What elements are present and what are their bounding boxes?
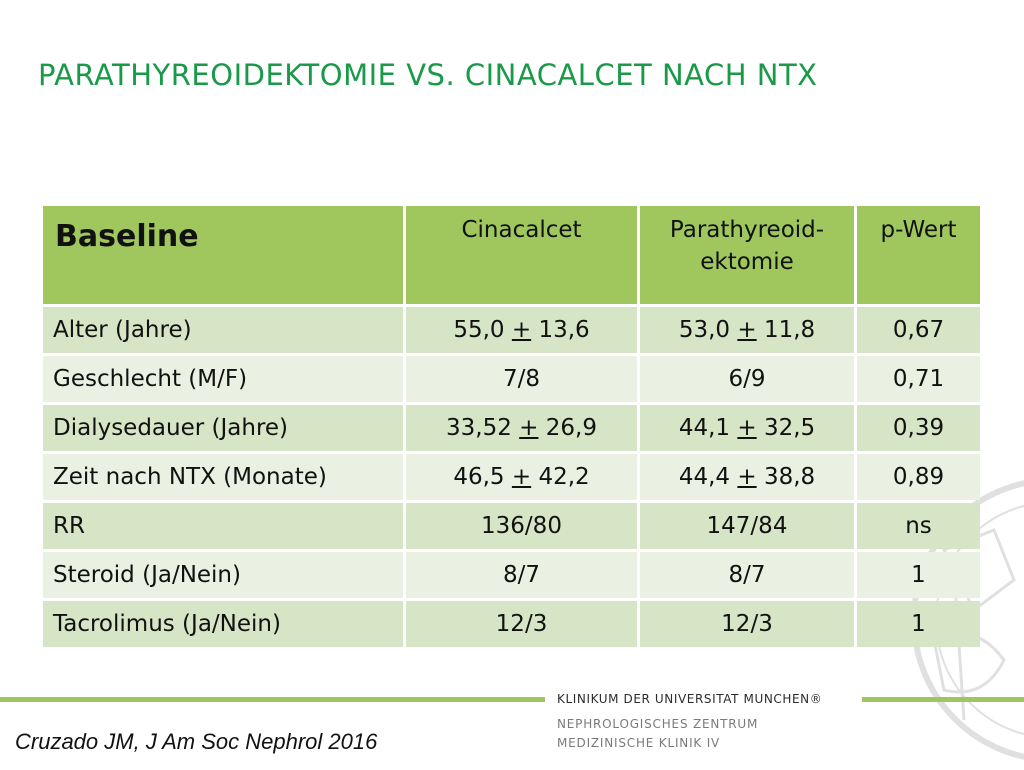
- table-cell: 53,0 + 11,8: [640, 307, 854, 353]
- header-cinacalcet: Cinacalcet: [406, 206, 637, 304]
- row-label: Zeit nach NTX (Monate): [43, 454, 403, 500]
- row-label: Dialysedauer (Jahre): [43, 405, 403, 451]
- baseline-table: [40, 203, 983, 650]
- table-row: [43, 552, 980, 598]
- header-p-wert: p-Wert: [857, 206, 980, 304]
- table-cell: 12/3: [640, 601, 854, 647]
- table-cell: ns: [857, 503, 980, 549]
- table-cell: 0,39: [857, 405, 980, 451]
- table-cell: 7/8: [406, 356, 637, 402]
- row-label: Steroid (Ja/Nein): [43, 552, 403, 598]
- table-body: [43, 307, 980, 647]
- table-cell: 0,89: [857, 454, 980, 500]
- table-row: [43, 405, 980, 451]
- table-row: [43, 601, 980, 647]
- table-row: [43, 356, 980, 402]
- table-cell: 8/7: [640, 552, 854, 598]
- table-row: [43, 454, 980, 500]
- table-cell: 12/3: [406, 601, 637, 647]
- row-label: Alter (Jahre): [43, 307, 403, 353]
- table-cell: 136/80: [406, 503, 637, 549]
- table-cell: 44,4 + 38,8: [640, 454, 854, 500]
- row-label: RR: [43, 503, 403, 549]
- department-line-2: MEDIZINISCHE KLINIK IV: [557, 736, 721, 750]
- table-row: [43, 307, 980, 353]
- table-cell: 1: [857, 601, 980, 647]
- table-row: [43, 503, 980, 549]
- footer-divider-right: [862, 697, 1024, 702]
- table-cell: 0,67: [857, 307, 980, 353]
- citation: Cruzado JM, J Am Soc Nephrol 2016: [15, 729, 378, 754]
- organization-name: KLINIKUM DER UNIVERSITAT MUNCHEN®: [557, 692, 823, 706]
- row-label: Tacrolimus (Ja/Nein): [43, 601, 403, 647]
- row-label: Geschlecht (M/F): [43, 356, 403, 402]
- header-baseline: Baseline: [43, 206, 403, 304]
- footer-divider-left: [0, 697, 545, 702]
- table-cell: 55,0 + 13,6: [406, 307, 637, 353]
- table-cell: 1: [857, 552, 980, 598]
- slide-title: PARATHYREOIDEKTOMIE VS. CINACALCET NACH NTX: [38, 58, 818, 92]
- table-cell: 6/9: [640, 356, 854, 402]
- table-header-row: [43, 206, 980, 304]
- table-cell: 44,1 + 32,5: [640, 405, 854, 451]
- table-cell: 0,71: [857, 356, 980, 402]
- table-cell: 33,52 + 26,9: [406, 405, 637, 451]
- table-cell: 147/84: [640, 503, 854, 549]
- table-cell: 8/7: [406, 552, 637, 598]
- table-cell: 46,5 + 42,2: [406, 454, 637, 500]
- header-parathyreoidektomie: Parathyreoid- ektomie: [640, 206, 854, 304]
- department-line-1: NEPHROLOGISCHES ZENTRUM: [557, 717, 759, 731]
